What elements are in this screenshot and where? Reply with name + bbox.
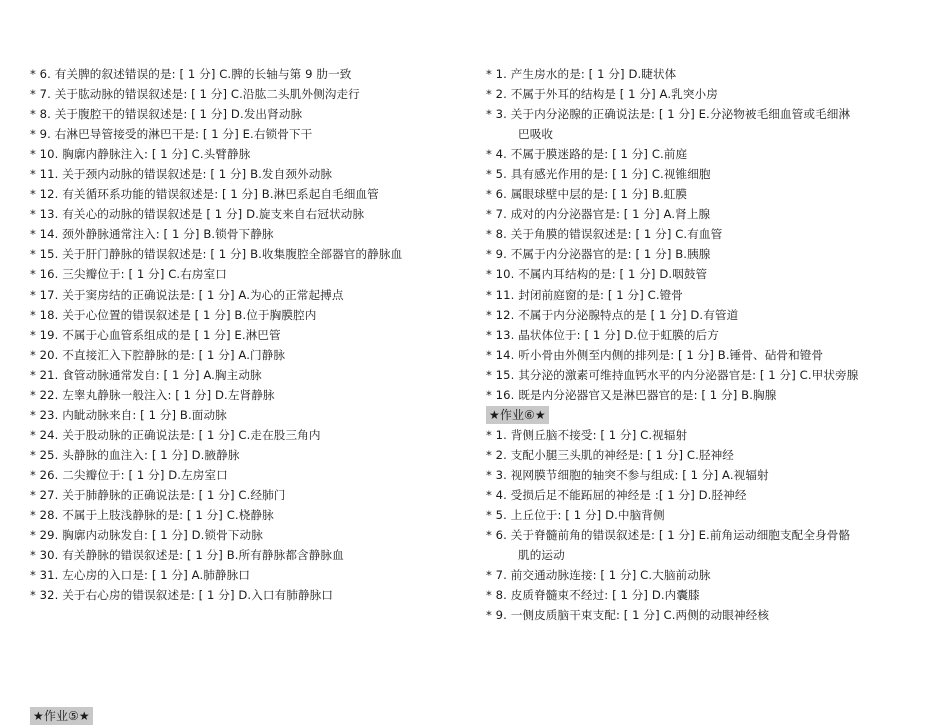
question-item-continuation: 肌的运动 <box>518 548 565 563</box>
question-item: * 11. 关于颈内动脉的错误叙述是: [ 1 分] B.发自颈外动脉 <box>30 167 333 182</box>
question-item: * 15. 关于肝门静脉的错误叙述是: [ 1 分] B.收集腹腔全部器官的静脉血 <box>30 247 403 262</box>
right-column <box>486 64 926 625</box>
question-item: * 16. 三尖瓣位于: [ 1 分] C.右房室口 <box>30 267 227 282</box>
question-item <box>30 645 470 665</box>
question-item: * 8. 关于腹腔干的错误叙述是: [ 1 分] D.发出肾动脉 <box>30 107 303 122</box>
question-item: * 5. 具有感光作用的是: [ 1 分] C.视锥细胞 <box>486 167 711 182</box>
question-item: * 15. 其分泌的激素可维持血钙水平的内分泌器官是: [ 1 分] C.甲状旁腺 <box>486 367 859 382</box>
question-item: * 32. 关于右心房的错误叙述是: [ 1 分] D.入口有肺静脉口 <box>30 588 334 603</box>
question-item: * 1. 背侧丘脑不接受: [ 1 分] C.视辐射 <box>486 427 688 442</box>
question-item: * 18. 关于心位置的错误叙述是 [ 1 分] B.位于胸膜腔内 <box>30 307 317 322</box>
question-item: * 6. 属眼球壁中层的是: [ 1 分] B.虹膜 <box>486 187 688 202</box>
question-item: * 2. 不属于外耳的结构是 [ 1 分] A.乳突小房 <box>486 87 718 102</box>
question-item-continuation: 巴吸收 <box>518 127 554 142</box>
question-item: * 4. 受损后足不能跖屈的神经是 :[ 1 分] D.胫神经 <box>486 487 747 502</box>
question-item: * 25. 头静脉的血注入: [ 1 分] D.腋静脉 <box>30 447 240 462</box>
question-item: * 1. 产生房水的是: [ 1 分] D.睫状体 <box>486 67 677 81</box>
section-heading: ★作业⑥★ <box>486 406 549 424</box>
question-item: * 20. 不直接汇入下腔静脉的是: [ 1 分] A.门静脉 <box>30 347 286 362</box>
question-item: * 22. 左睾丸静脉一般注入: [ 1 分] D.左肾静脉 <box>30 387 275 402</box>
question-item <box>30 625 470 645</box>
question-item: * 6. 关于脊髓前角的错误叙述是: [ 1 分] E.前角运动细胞支配全身骨骼 <box>486 528 851 543</box>
question-item: * 9. 不属于内分泌器官的是: [ 1 分] B.胰腺 <box>486 247 711 262</box>
question-item: * 23. 内眦动脉来自: [ 1 分] B.面动脉 <box>30 407 227 422</box>
question-item: * 10. 胸廓内静脉注入: [ 1 分] C.头臂静脉 <box>30 147 251 162</box>
left-column <box>30 64 470 726</box>
question-item: * 6. 有关脾的叙述错误的是: [ 1 分] C.脾的长轴与第 9 肋一致 <box>30 67 352 81</box>
question-item: * 7. 关于肱动脉的错误叙述是: [ 1 分] C.沿肱二头肌外侧沟走行 <box>30 87 360 102</box>
question-item: * 9. 一侧皮质脑干束支配: [ 1 分] C.两侧的动眼神经核 <box>486 608 770 623</box>
question-item: * 4. 不属于膜迷路的是: [ 1 分] C.前庭 <box>486 147 688 162</box>
question-item: * 30. 有关静脉的错误叙述是: [ 1 分] B.所有静脉都含静脉血 <box>30 548 344 563</box>
question-item: * 29. 胸廓内动脉发自: [ 1 分] D.锁骨下动脉 <box>30 528 263 543</box>
question-item: * 8. 皮质脊髓束不经过: [ 1 分] D.内囊膝 <box>486 588 700 603</box>
question-item <box>30 685 470 705</box>
question-item: * 21. 食管动脉通常发自: [ 1 分] A.胸主动脉 <box>30 367 262 382</box>
question-item: * 13. 有关心的动脉的错误叙述是 [ 1 分] D.旋支来自右冠状动脉 <box>30 207 365 222</box>
question-item: * 12. 有关循环系功能的错误叙述是: [ 1 分] B.淋巴系起自毛细血管 <box>30 187 379 202</box>
question-item: * 10. 不属内耳结构的是: [ 1 分] D.咽鼓管 <box>486 267 708 282</box>
question-item: * 14. 听小骨由外侧至内侧的排列是: [ 1 分] B.锤骨、砧骨和镫骨 <box>486 347 824 362</box>
question-item: * 31. 左心房的入口是: [ 1 分] A.肺静脉口 <box>30 568 251 583</box>
question-item: * 27. 关于肺静脉的正确说法是: [ 1 分] C.经肺门 <box>30 487 286 502</box>
question-item: * 11. 封闭前庭窗的是: [ 1 分] C.镫骨 <box>486 287 683 302</box>
question-item: * 2. 支配小腿三头肌的神经是: [ 1 分] C.胫神经 <box>486 447 734 462</box>
question-item: * 7. 成对的内分泌器官是: [ 1 分] A.肾上腺 <box>486 207 711 222</box>
question-item: * 7. 前交通动脉连接: [ 1 分] C.大脑前动脉 <box>486 568 711 583</box>
question-item: * 9. 右淋巴导管接受的淋巴干是: [ 1 分] E.右锁骨下干 <box>30 127 313 142</box>
section-heading: ★作业⑤★ <box>30 707 93 725</box>
question-item: * 3. 视网膜节细胞的轴突不参与组成: [ 1 分] A.视辐射 <box>486 467 769 482</box>
question-item: * 3. 关于内分泌腺的正确说法是: [ 1 分] E.分泌物被毛细血管或毛细淋 <box>486 107 851 122</box>
question-item <box>30 665 470 685</box>
question-item: * 13. 晶状体位于: [ 1 分] D.位于虹膜的后方 <box>486 327 719 342</box>
question-item <box>30 605 470 625</box>
question-item: * 12. 不属于内分泌腺特点的是 [ 1 分] D.有管道 <box>486 307 739 322</box>
question-item: * 16. 既是内分泌器官又是淋巴器官的是: [ 1 分] B.胸腺 <box>486 387 777 402</box>
question-item: * 26. 二尖瓣位于: [ 1 分] D.左房室口 <box>30 467 228 482</box>
question-item: * 14. 颈外静脉通常注入: [ 1 分] B.锁骨下静脉 <box>30 227 274 242</box>
question-item: * 28. 不属于上肢浅静脉的是: [ 1 分] C.桡静脉 <box>30 508 274 523</box>
question-item: * 24. 关于股动脉的正确说法是: [ 1 分] C.走在股三角内 <box>30 427 321 442</box>
question-item: * 19. 不属于心血管系组成的是 [ 1 分] E.淋巴管 <box>30 327 281 342</box>
question-item: * 17. 关于窦房结的正确说法是: [ 1 分] A.为心的正常起搏点 <box>30 287 344 302</box>
question-item: * 8. 关于角膜的错误叙述是: [ 1 分] C.有血管 <box>486 227 723 242</box>
question-item: * 5. 上丘位于: [ 1 分] D.中脑背侧 <box>486 508 665 523</box>
